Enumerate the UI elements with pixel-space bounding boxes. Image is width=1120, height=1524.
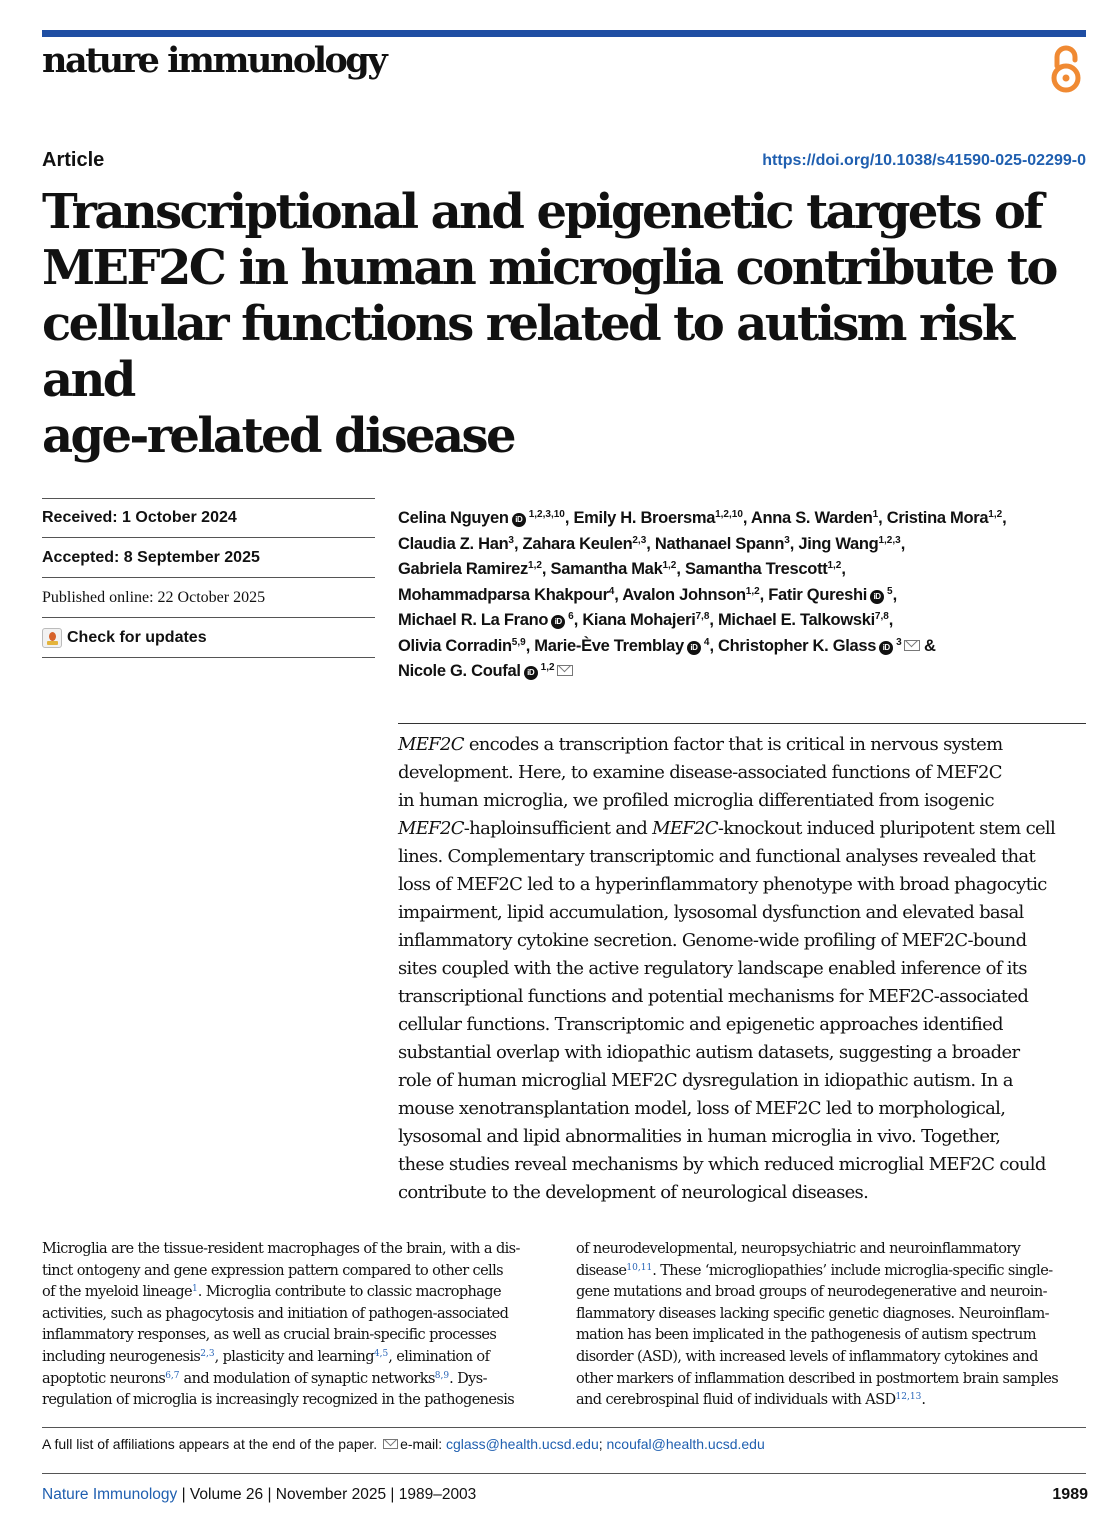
body-text: disease <box>576 1262 627 1279</box>
abstract-text: mouse xenotransplantation model, loss of MEF2C led to morphological, <box>398 1098 1006 1119</box>
author-name[interactable]: Claudia Z. Han <box>398 534 509 553</box>
body-text: . These ‘microgliopathies’ include microglia-specific single- <box>652 1262 1053 1279</box>
author-name[interactable]: Fatir Qureshi <box>768 585 868 604</box>
abstract <box>398 731 1088 1207</box>
author-separator: & <box>919 636 936 655</box>
orcid-icon[interactable]: iD <box>512 513 526 527</box>
author-name[interactable]: Cristina Mora <box>886 509 989 527</box>
author-affiliation: 1,2 <box>827 560 842 571</box>
body-text: disorder (ASD), with increased levels of inflammatory cytokines and <box>576 1348 1038 1365</box>
author-entry <box>551 560 685 578</box>
envelope-icon <box>383 1439 398 1449</box>
author-separator: , <box>564 509 574 527</box>
author-separator: , <box>789 534 799 553</box>
author-name[interactable]: Celina Nguyen <box>398 509 509 527</box>
author-name[interactable]: Zahara Keulen <box>522 534 633 553</box>
author-separator: , <box>525 636 535 655</box>
author-entry <box>398 509 573 527</box>
gene-name: MEF2C <box>398 818 464 839</box>
email-separator: ; <box>598 1436 607 1452</box>
author-affiliation: 3 <box>508 534 514 546</box>
author-separator: , <box>888 611 894 629</box>
author-entry <box>398 586 622 604</box>
author-separator: , <box>759 585 769 604</box>
email-link-coufal[interactable]: ncoufal@health.ucsd.edu <box>606 1436 765 1452</box>
title-line: cellular functions related to autism risk and <box>42 296 1013 408</box>
email-link-glass[interactable]: cglass@health.ucsd.edu <box>445 1436 599 1452</box>
author-separator: , <box>892 585 897 604</box>
author-separator: , <box>742 509 751 527</box>
author-separator: , <box>614 585 623 604</box>
author-affiliation: 5 <box>887 585 893 597</box>
body-text: activities, such as phagocytosis and initiation of pathogen-associated <box>42 1305 509 1322</box>
body-text: flammatory diseases lacking specific genetic diagnoses. Neuroinflam- <box>576 1305 1049 1322</box>
author-name[interactable]: Samantha Mak <box>550 560 663 578</box>
author-entry <box>398 611 582 629</box>
affiliation-footnote <box>42 1436 765 1452</box>
author-affiliation: 1 <box>872 509 879 520</box>
author-entry <box>768 586 897 604</box>
body-text: , elimination of <box>388 1348 490 1365</box>
body-text: regulation of microglia is increasingly recognized in the pathogenesis <box>42 1392 515 1409</box>
page-number: 1989 <box>1052 1486 1088 1503</box>
body-text: gene mutations and broad groups of neurodegenerative and neuroin- <box>576 1284 1047 1301</box>
abstract-text: encodes a transcription factor that is critical in nervous system <box>463 734 1003 755</box>
author-name[interactable]: Jing Wang <box>798 534 879 553</box>
author-entry <box>718 611 893 629</box>
footer-rule <box>42 1473 1086 1474</box>
gene-name: MEF2C <box>652 818 718 839</box>
author-name[interactable]: Michael R. La Frano <box>398 611 549 629</box>
abstract-text: -haploinsufficient and <box>463 818 653 839</box>
author-affiliation: 1,2 <box>528 560 542 571</box>
author-name[interactable]: Mohammadparsa Khakpour <box>398 585 609 604</box>
title-line: Transcriptional and epigenetic targets of <box>42 184 1042 240</box>
body-text: including neurogenesis <box>42 1348 201 1365</box>
email-label: e-mail: <box>400 1436 446 1452</box>
body-text: . <box>921 1392 926 1409</box>
body-text: inflammatory responses, as well as crucial brain-specific processes <box>42 1327 497 1344</box>
article-title <box>42 184 1102 464</box>
abstract-text: role of human microglial MEF2C dysregulation in idiopathic autism. In a <box>398 1070 1013 1091</box>
body-text: Microglia are the tissue-resident macrophages of the brain, with a dis- <box>42 1241 520 1257</box>
author-name[interactable]: Avalon Johnson <box>622 585 746 604</box>
abstract-rule <box>398 723 1086 724</box>
author-entry <box>798 535 905 553</box>
open-access-lock-icon <box>1048 44 1084 94</box>
author-entry <box>534 637 718 655</box>
abstract-text: cellular functions. Transcriptomic and epigenetic approaches identified <box>398 1014 1003 1035</box>
abstract-text: loss of MEF2C led to a hyperinflammatory phenotype with broad phagocytic <box>398 874 1047 895</box>
orcid-icon[interactable]: iD <box>551 615 565 629</box>
title-line: age-related disease <box>42 408 514 464</box>
author-affiliation: 7,8 <box>874 611 889 622</box>
author-entry <box>573 509 750 527</box>
body-text: , plasticity and learning <box>214 1348 374 1365</box>
body-text: of neurodevelopmental, neuropsychiatric and neuroinflammatory <box>576 1241 1021 1257</box>
author-entry <box>685 560 846 578</box>
body-column-left <box>42 1239 557 1412</box>
abstract-text: contribute to the development of neurological diseases. <box>398 1182 869 1203</box>
author-entry <box>582 611 718 629</box>
author-entry <box>622 586 768 604</box>
author-affiliation: 3 <box>784 534 790 546</box>
citation-ref[interactable]: 12,13 <box>895 1392 922 1403</box>
body-column-right <box>576 1239 1088 1412</box>
author-separator: , <box>709 636 719 655</box>
author-name[interactable]: Michael E. Talkowski <box>717 611 875 629</box>
citation-ref[interactable]: 1 <box>191 1284 198 1295</box>
author-separator: , <box>513 534 523 553</box>
body-text: of the myeloid lineage <box>42 1284 192 1301</box>
abstract-text: -knockout induced pluripotent stem cell <box>717 818 1056 839</box>
author-entry <box>751 509 887 527</box>
page-footer <box>42 1486 476 1504</box>
author-name[interactable]: Samantha Trescott <box>684 560 828 578</box>
author-name[interactable]: Marie-Ève Tremblay <box>534 636 684 655</box>
orcid-icon[interactable]: iD <box>687 641 701 655</box>
journal-name: nature immunology <box>42 40 386 81</box>
author-affiliation: 4 <box>703 636 710 648</box>
body-text: mation has been implicated in the pathogenesis of autism spectrum <box>576 1327 1036 1344</box>
author-name[interactable]: Gabriela Ramirez <box>398 560 529 578</box>
body-text: and cerebrospinal fluid of individuals with ASD <box>576 1392 896 1409</box>
author-affiliation: 6 <box>568 611 574 622</box>
orcid-icon[interactable]: iD <box>524 666 538 680</box>
author-entry <box>887 509 1007 527</box>
citation-ref[interactable]: 8,9 <box>434 1370 450 1381</box>
top-rule <box>42 30 1086 37</box>
author-separator: , <box>709 611 718 629</box>
footer-details: | Volume 26 | November 2025 | 1989–2003 <box>177 1486 477 1503</box>
abstract-text: substantial overlap with idiopathic autism datasets, suggesting a broader <box>398 1042 1020 1063</box>
author-separator: , <box>841 560 846 578</box>
abstract-text: lysosomal and lipid abnormalities in human microglia in vivo. Together, <box>398 1126 1001 1147</box>
accepted-date: Accepted: 8 September 2025 <box>42 538 375 578</box>
title-line: MEF2C in human microglia contribute to <box>42 240 1056 296</box>
author-separator: , <box>878 509 887 527</box>
author-affiliation: 1,2,10 <box>715 509 743 520</box>
author-affiliation: 5,9 <box>511 636 526 648</box>
citation-ref[interactable]: 4,5 <box>373 1348 389 1359</box>
author-entry <box>398 637 534 655</box>
author-affiliation: 7,8 <box>695 611 710 622</box>
author-affiliation: 1,2 <box>988 509 1003 520</box>
corresponding-author-envelope-icon[interactable] <box>904 640 920 651</box>
gene-name: MEF2C <box>398 734 464 755</box>
article-type-label: Article <box>42 149 105 171</box>
author-affiliation: 1,2 <box>662 560 677 571</box>
abstract-text: these studies reveal mechanisms by which reduced microglial MEF2C could <box>398 1154 1046 1175</box>
author-name[interactable]: Emily H. Broersma <box>573 509 716 527</box>
body-text: . Microglia contribute to classic macrophage <box>197 1284 501 1301</box>
abstract-text: impairment, lipid accumulation, lysosomal dysfunction and elevated basal <box>398 902 1024 923</box>
author-name[interactable]: Anna S. Warden <box>750 509 873 527</box>
author-affiliation: 1,2 <box>745 585 760 597</box>
doi-link[interactable]: https://doi.org/10.1038/s41590-025-02299-0 <box>762 152 1086 169</box>
author-entry <box>398 560 551 578</box>
footer-journal-link[interactable]: Nature Immunology <box>42 1486 178 1503</box>
author-affiliation: 1,2,3 <box>878 534 901 546</box>
author-list <box>398 506 1088 685</box>
author-separator: , <box>541 560 551 578</box>
author-entry <box>398 662 573 680</box>
check-for-updates-label: Check for updates <box>67 628 207 646</box>
body-text: . Dys- <box>449 1370 487 1387</box>
publication-dates <box>42 498 375 658</box>
author-entry <box>655 535 799 553</box>
author-affiliation: 4 <box>608 585 615 597</box>
footnote-text: A full list of affiliations appears at the end of the paper. <box>42 1436 382 1452</box>
author-affiliation: 1,2,3,10 <box>528 509 565 520</box>
corresponding-author-envelope-icon[interactable] <box>557 665 573 676</box>
check-for-updates-icon <box>42 628 62 648</box>
author-name[interactable]: Nathanael Spann <box>654 534 785 553</box>
body-text: other markers of inflammation described in postmortem brain samples <box>576 1370 1059 1387</box>
author-name[interactable]: Nicole G. Coufal <box>398 662 521 680</box>
author-entry <box>718 637 936 655</box>
body-text: and modulation of synaptic networks <box>179 1370 435 1387</box>
orcid-icon[interactable]: iD <box>879 641 893 655</box>
orcid-icon[interactable]: iD <box>870 590 884 604</box>
author-name[interactable]: Kiana Mohajeri <box>582 611 696 629</box>
author-separator: , <box>900 534 906 553</box>
body-text: apoptotic neurons <box>42 1370 166 1387</box>
abstract-text: lines. Complementary transcriptomic and functional analyses revealed that <box>398 846 1035 867</box>
author-separator: , <box>676 560 685 578</box>
abstract-text: inflammatory cytokine secretion. Genome-wide profiling of MEF2C-bound <box>398 930 1027 951</box>
citation-ref[interactable]: 10,11 <box>626 1262 653 1273</box>
abstract-text: development. Here, to examine disease-associated functions of MEF2C <box>398 762 1002 783</box>
author-affiliation: 3 <box>896 636 902 648</box>
body-text: tinct ontogeny and gene expression pattern compared to other cells <box>42 1262 503 1279</box>
abstract-text: transcriptional functions and potential mechanisms for MEF2C-associated <box>398 986 1029 1007</box>
check-for-updates[interactable] <box>42 618 375 658</box>
author-separator: , <box>1002 509 1007 527</box>
abstract-text: sites coupled with the active regulatory landscape enabled inference of its <box>398 958 1027 979</box>
citation-ref[interactable]: 2,3 <box>200 1348 215 1359</box>
published-date: Published online: 22 October 2025 <box>42 578 375 618</box>
author-separator: , <box>573 611 583 629</box>
author-separator: , <box>646 534 655 553</box>
received-date: Received: 1 October 2024 <box>42 498 375 538</box>
abstract-text: in human microglia, we profiled microglia differentiated from isogenic <box>398 790 994 811</box>
author-affiliation: 1,2 <box>540 662 555 673</box>
author-entry <box>523 535 655 553</box>
author-entry <box>398 535 523 553</box>
author-name[interactable]: Olivia Corradin <box>398 636 512 655</box>
author-affiliation: 2,3 <box>632 534 647 546</box>
citation-ref[interactable]: 6,7 <box>165 1370 180 1381</box>
author-name[interactable]: Christopher K. Glass <box>718 636 877 655</box>
footnote-rule <box>42 1427 1086 1428</box>
